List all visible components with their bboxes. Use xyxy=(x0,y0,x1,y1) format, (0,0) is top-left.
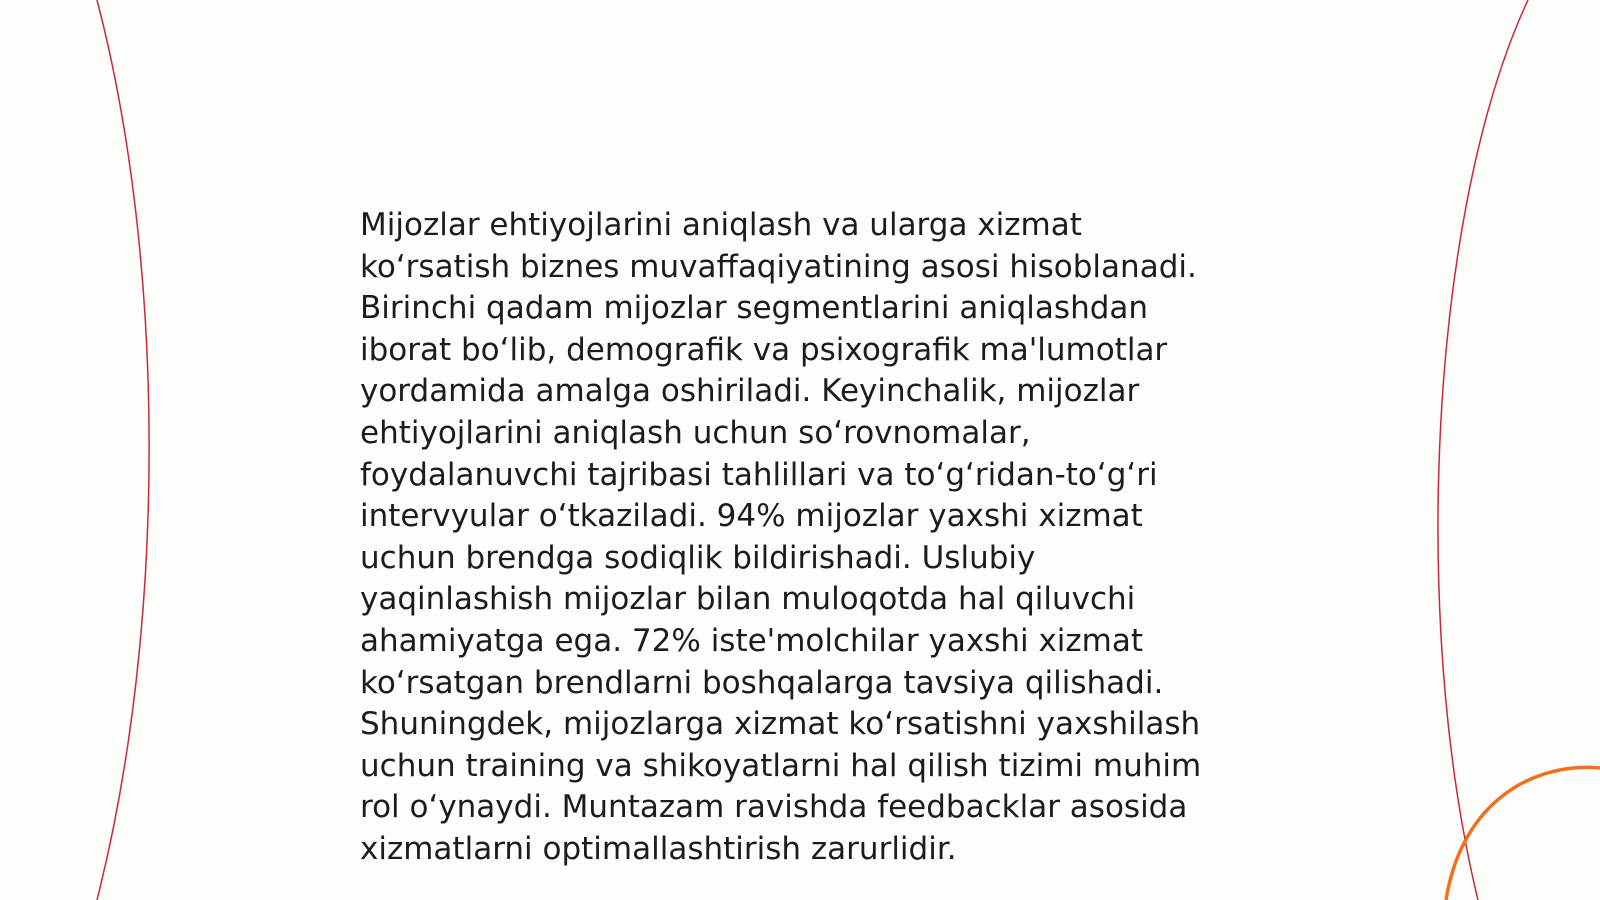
right-curve-line xyxy=(1438,0,1528,900)
left-curve-line xyxy=(97,0,149,900)
orange-accent-arc xyxy=(1446,767,1600,900)
slide-body-text: Mijozlar ehtiyojlarini aniqlash va ularga xizmat ko‘rsatish biznes muvaffaqiyatining asosi hisoblanadi. Birinchi qadam mijozlar segmentlarini aniqlashdan iborat bo‘lib, demografik va psixografik ma'lumotlar yordamida amalga oshiriladi. Keyinchalik, mijozlar ehtiyojlarini aniqlash uchun so‘rovnomalar, foydalanuvchi tajribasi tahlillari va to‘g‘ridan-to‘g‘ri intervyular o‘tkaziladi. 94% mijozlar yaxshi xizmat uchun brendga sodiqlik bildirishadi. Uslubiy yaqinlashish mijozlar bilan muloqotda hal qiluvchi ahamiyatga ega. 72% iste'molchilar yaxshi xizmat ko‘rsatgan brendlarni boshqalarga tavsiya qilishadi. Shuningdek, mijozlarga xizmat ko‘rsatishni yaxshilash uchun training va shikoyatlarni hal qilish tizimi muhim rol o‘ynaydi. Muntazam ravishda feedbacklar asosida xizmatlarni optimallashtirish zarurlidir. xyxy=(360,207,1202,867)
